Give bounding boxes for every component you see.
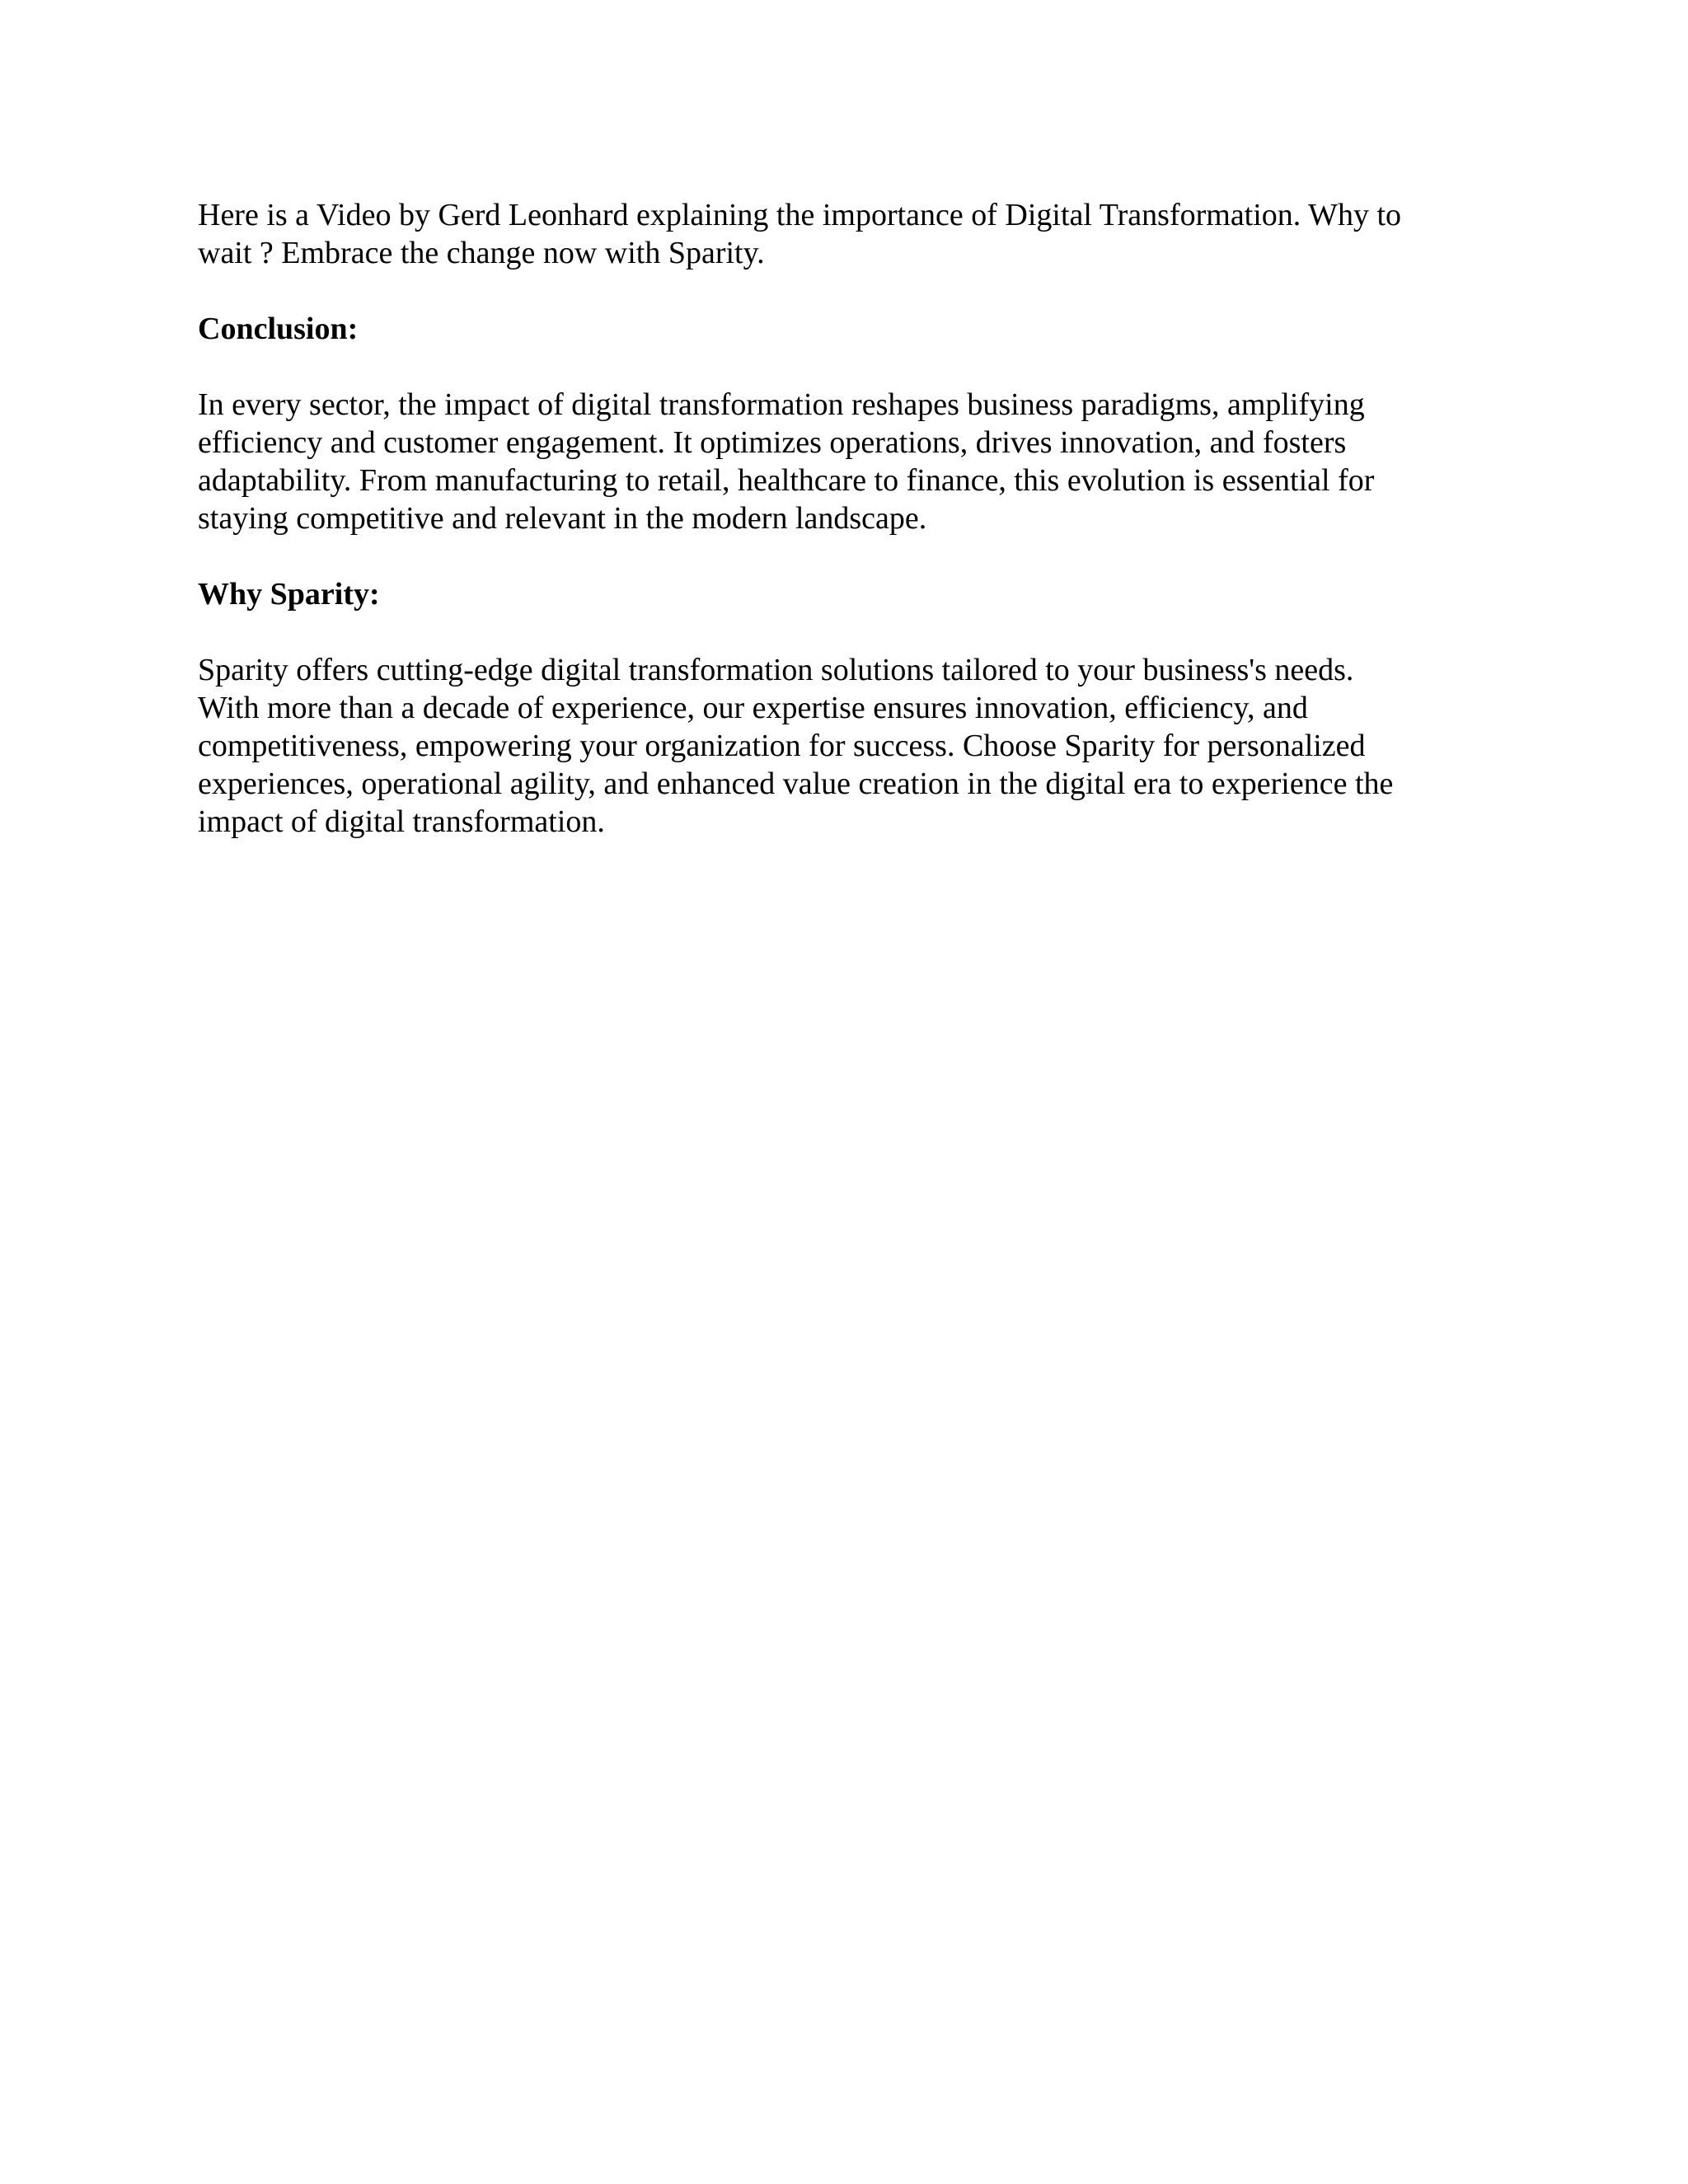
why-sparity-line: Sparity offers cutting-edge digital transformation solutions tailored to your business's needs.: [198, 653, 1354, 687]
intro-line: Here is a Video by Gerd Leonhard explaining the importance of Digital Transformation. Why to: [198, 198, 1402, 232]
conclusion-line: adaptability. From manufacturing to retail, healthcare to finance, this evolution is essential for: [198, 463, 1375, 498]
why-sparity-line: impact of digital transformation.: [198, 804, 605, 839]
why-sparity-heading: Why Sparity:: [198, 577, 380, 612]
why-sparity-line: experiences, operational agility, and enhanced value creation in the digital era to experience the: [198, 766, 1394, 801]
document-body: [198, 196, 1508, 879]
conclusion-paragraph: [198, 386, 1508, 537]
conclusion-heading: Conclusion:: [198, 312, 359, 346]
why-sparity-line: With more than a decade of experience, our expertise ensures innovation, efficiency, and: [198, 691, 1308, 725]
conclusion-line: In every sector, the impact of digital transformation reshapes business paradigms, amplifying: [198, 387, 1365, 422]
conclusion-line: efficiency and customer engagement. It optimizes operations, drives innovation, and fosters: [198, 425, 1347, 460]
intro-line: wait ? Embrace the change now with Sparity.: [198, 236, 765, 270]
why-sparity-line: competitiveness, empowering your organization for success. Choose Sparity for personalized: [198, 729, 1366, 763]
conclusion-line: staying competitive and relevant in the modern landscape.: [198, 501, 927, 536]
why-sparity-paragraph: [198, 651, 1508, 841]
intro-paragraph: [198, 196, 1508, 272]
